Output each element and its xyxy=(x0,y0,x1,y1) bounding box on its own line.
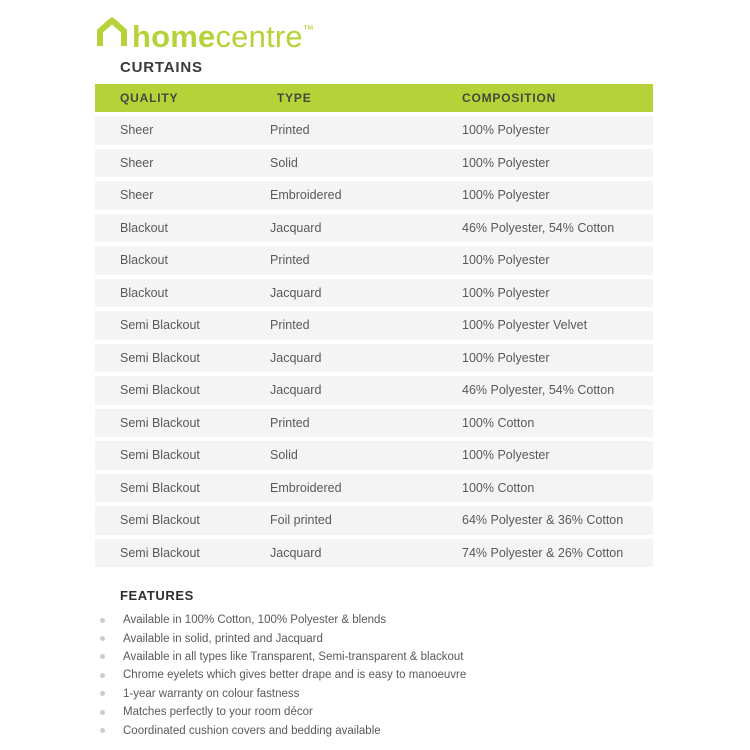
table-row xyxy=(95,246,653,275)
cell-composition: 100% Polyester xyxy=(462,188,550,203)
bullet-icon xyxy=(100,673,105,678)
features-title: FEATURES xyxy=(120,588,194,603)
cell-type: Jacquard xyxy=(270,285,322,300)
cell-type: Jacquard xyxy=(270,545,322,560)
cell-type: Printed xyxy=(270,318,310,333)
cell-composition: 100% Polyester xyxy=(462,350,550,365)
cell-quality: Blackout xyxy=(120,285,168,300)
column-header-composition: COMPOSITION xyxy=(462,91,557,105)
cell-type: Embroidered xyxy=(270,480,342,495)
features-list xyxy=(95,611,665,740)
cell-composition: 46% Polyester, 54% Cotton xyxy=(462,220,615,235)
cell-type: Printed xyxy=(270,415,310,430)
table-header-row xyxy=(95,84,653,112)
brand-name-centre: centre xyxy=(215,19,303,54)
table-row xyxy=(95,441,653,470)
cell-type: Jacquard xyxy=(270,350,322,365)
feature-item xyxy=(95,629,665,647)
cell-composition: 100% Cotton xyxy=(462,480,535,495)
page-title: CURTAINS xyxy=(120,59,203,76)
cell-composition: 100% Polyester xyxy=(462,123,550,138)
cell-composition: 100% Polyester Velvet xyxy=(462,318,588,333)
cell-type: Printed xyxy=(270,123,310,138)
feature-item xyxy=(95,685,665,703)
table-row xyxy=(95,279,653,308)
cell-quality: Semi Blackout xyxy=(120,513,200,528)
brand-name-home: home xyxy=(132,19,216,54)
table-row xyxy=(95,214,653,243)
feature-text: Matches perfectly to your room décor xyxy=(123,706,313,719)
feature-text: 1-year warranty on colour fastness xyxy=(123,687,300,700)
cell-quality: Semi Blackout xyxy=(120,350,200,365)
cell-composition: 100% Polyester xyxy=(462,285,550,300)
features-section xyxy=(95,588,665,740)
column-header-type: TYPE xyxy=(277,91,312,105)
cell-quality: Sheer xyxy=(120,155,154,170)
feature-item xyxy=(95,666,665,684)
column-header-quality: QUALITY xyxy=(120,91,179,105)
cell-composition: 74% Polyester & 26% Cotton xyxy=(462,545,624,560)
cell-type: Solid xyxy=(270,155,298,170)
feature-item xyxy=(95,611,665,629)
bullet-icon xyxy=(100,691,105,696)
cell-type: Solid xyxy=(270,448,298,463)
cell-quality: Semi Blackout xyxy=(120,545,200,560)
table-row xyxy=(95,344,653,373)
cell-composition: 100% Polyester xyxy=(462,448,550,463)
feature-text: Available in 100% Cotton, 100% Polyester & blends xyxy=(123,614,387,627)
brand-logo xyxy=(95,13,314,54)
cell-type: Foil printed xyxy=(270,513,332,528)
bullet-icon xyxy=(100,636,105,641)
bullet-icon xyxy=(100,654,105,659)
cell-composition: 64% Polyester & 36% Cotton xyxy=(462,513,624,528)
cell-quality: Sheer xyxy=(120,123,154,138)
cell-quality: Sheer xyxy=(120,188,154,203)
table-row xyxy=(95,539,653,568)
cell-type: Printed xyxy=(270,253,310,268)
feature-text: Coordinated cushion covers and bedding available xyxy=(123,724,381,737)
cell-type: Jacquard xyxy=(270,220,322,235)
table-row xyxy=(95,116,653,145)
cell-quality: Semi Blackout xyxy=(120,383,200,398)
cell-quality: Blackout xyxy=(120,220,168,235)
feature-text: Available in solid, printed and Jacquard xyxy=(123,632,323,645)
table-row xyxy=(95,474,653,503)
table-row xyxy=(95,311,653,340)
cell-composition: 46% Polyester, 54% Cotton xyxy=(462,383,615,398)
cell-composition: 100% Cotton xyxy=(462,415,535,430)
feature-item xyxy=(95,721,665,739)
feature-item xyxy=(95,648,665,666)
table-row xyxy=(95,506,653,535)
bullet-icon xyxy=(100,728,105,733)
cell-quality: Semi Blackout xyxy=(120,318,200,333)
cell-quality: Semi Blackout xyxy=(120,480,200,495)
table-body xyxy=(95,116,653,567)
cell-quality: Semi Blackout xyxy=(120,415,200,430)
feature-text: Available in all types like Transparent, Semi-transparent & blackout xyxy=(123,650,464,663)
cell-quality: Semi Blackout xyxy=(120,448,200,463)
feature-text: Chrome eyelets which gives better drape and is easy to manoeuvre xyxy=(123,669,467,682)
bullet-icon xyxy=(100,618,105,623)
cell-composition: 100% Polyester xyxy=(462,253,550,268)
curtains-spec-table xyxy=(95,84,653,567)
bullet-icon xyxy=(100,710,105,715)
table-row xyxy=(95,181,653,210)
table-row xyxy=(95,149,653,178)
brand-wordmark xyxy=(132,13,314,54)
feature-item xyxy=(95,703,665,721)
table-row xyxy=(95,409,653,438)
cell-type: Jacquard xyxy=(270,383,322,398)
cell-composition: 100% Polyester xyxy=(462,155,550,170)
cell-type: Embroidered xyxy=(270,188,342,203)
house-icon xyxy=(95,17,129,47)
cell-quality: Blackout xyxy=(120,253,168,268)
table-row xyxy=(95,376,653,405)
trademark-symbol: ™ xyxy=(302,24,314,36)
